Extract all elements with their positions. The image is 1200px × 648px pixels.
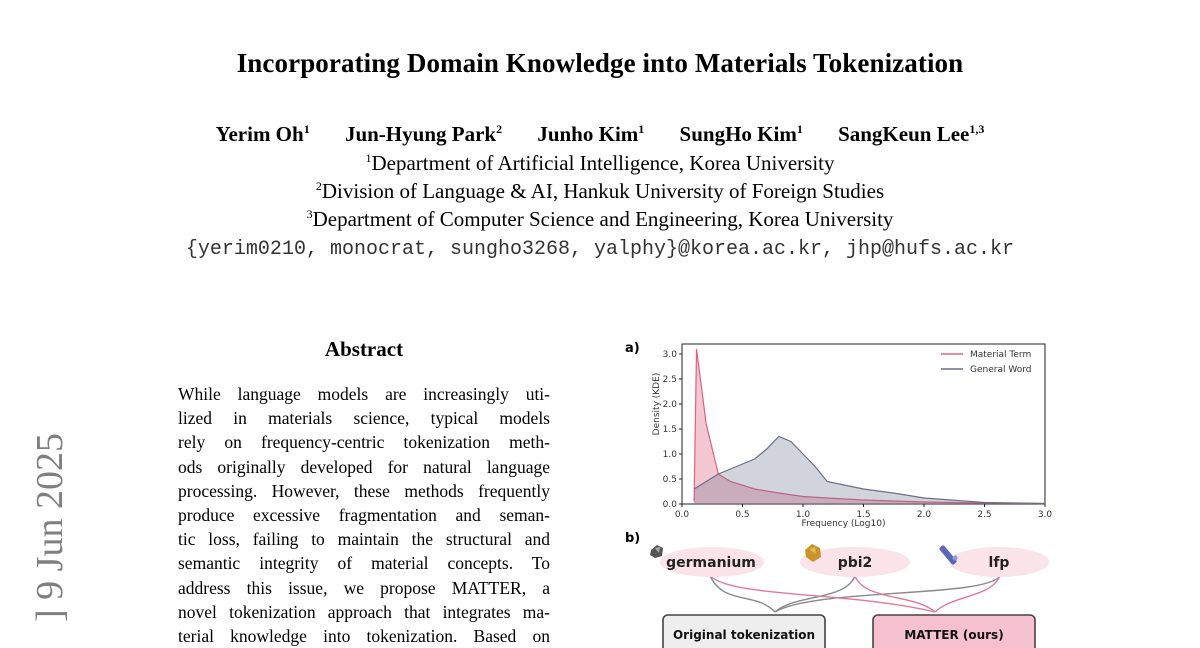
word-pbi2: pbi2 [837,555,873,571]
word-germanium: germanium [666,555,756,571]
abstract-line: While language models are increasingly uti- [178,384,550,404]
affiliation-2: $^2$Division of Language & AI, Hankuk University of Foreign Studies [315,179,885,203]
x-tick-label: 1.5 [856,510,871,520]
abstract-line: ods originally developed for natural language [178,456,550,477]
x-tick-label: 2.0 [916,510,932,520]
lfp-icon [939,545,958,566]
author-emails: {yerim0210, monocrat, sungho3268, yalphy}@korea.ac.kr, jhp@hufs.ac.kr [185,238,1015,261]
x-tick-label: 1.0 [795,510,811,520]
abstract-line: produce excessive fragmentation and seman- [178,505,550,525]
y-tick-label: 2.5 [662,375,677,385]
abstract-line: semantic integrity of material concepts. To [178,553,550,574]
legend-entry: General Word [970,365,1032,375]
legend-entry: Material Term [970,350,1032,360]
affiliation-1: $^1$Department of Artificial Intelligence, Korea University [365,151,835,175]
author: Junho Kim$^1$ [537,122,645,146]
y-axis-label: Density (KDE) [652,372,662,436]
figure-svg [615,336,1055,648]
x-axis-label: Frequency (Log10) [801,519,886,529]
abstract-line: tic loss, failing to maintain the structural and [178,529,550,550]
author: Yerim Oh$^1$ [215,122,310,146]
author: Jun-Hyung Park$^2$ [344,122,503,146]
paper-title: Incorporating Domain Knowledge into Materials Tokenization [236,48,964,78]
y-tick-label: 1.5 [662,425,677,435]
y-tick-label: 1.0 [662,450,677,460]
abstract-line: lized in materials science, typical models [178,408,550,429]
arxiv-stamp: ] 9 Jun 2025 [29,433,71,622]
panel-b-label: b) [625,531,641,546]
author: SungHo Kim$^1$ [679,122,803,146]
y-tick-label: 0.5 [662,475,677,485]
original-tokenization-label: Original tokenization [672,628,816,642]
x-tick-label: 2.5 [977,510,992,520]
x-tick-label: 0.0 [674,510,690,520]
abstract-line: address this issue, we propose MATTER, a [178,577,550,598]
connection-line [775,576,1000,612]
kde-chart [652,344,1052,529]
abstract-line: processing. However, these methods frequently [178,480,550,501]
author: SangKeun Lee$^{1,3}$ [838,122,985,146]
germanium-icon [650,545,663,558]
abstract-line: rely on frequency-centric tokenization meth- [178,432,550,453]
panel-a-label: a) [625,341,640,356]
word-lfp: lfp [988,555,1010,571]
author-list [0,122,1200,147]
figure-1 [615,336,1055,648]
token-connections [710,576,1000,612]
x-tick-label: 3.0 [1037,510,1053,520]
y-tick-label: 2.0 [662,400,677,410]
connection-line [710,576,935,612]
y-tick-label: 3.0 [662,350,677,360]
abstract-heading: Abstract [324,337,404,361]
matter-label: MATTER (ours) [904,628,1004,642]
y-tick-label: 0.0 [662,500,677,510]
affiliation-3: $^3$Department of Computer Science and Engineering, Korea University [306,207,894,231]
x-tick-label: 0.5 [735,510,750,520]
abstract-line: novel tokenization approach that integrates ma- [178,601,550,622]
abstract-line: terial knowledge into tokenization. Based on [178,626,550,646]
